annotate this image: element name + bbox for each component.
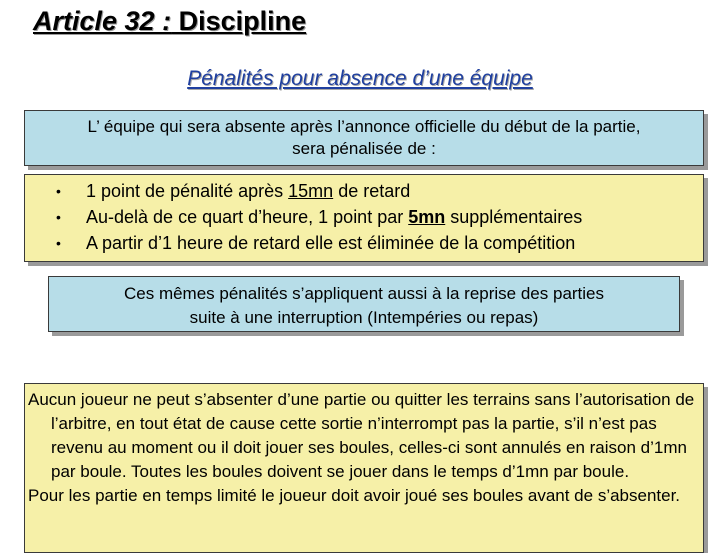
- page-subtitle: Pénalités pour absence d’une équipe: [187, 67, 533, 90]
- intro-box: [24, 110, 704, 166]
- penalty-rules-list: [25, 178, 703, 256]
- bullet-icon: •: [56, 209, 61, 225]
- rule-text: A partir d’1 heure de retard elle est éliminée de la compétition: [86, 233, 576, 253]
- intro-line-2: sera pénalisée de :: [292, 139, 436, 158]
- rule-highlight: 5mn: [408, 207, 446, 227]
- title-prefix: Article 32 :: [33, 6, 172, 36]
- rule-text-after: supplémentaires: [445, 207, 583, 227]
- rule-item-2: [56, 204, 703, 230]
- rule-text: 1 point de pénalité après: [86, 181, 289, 201]
- repeat-penalties-box: [48, 276, 680, 332]
- repeat-line-1: Ces mêmes pénalités s’appliquent aussi à la reprise des parties: [123, 284, 605, 303]
- penalty-rules-box: [24, 174, 704, 262]
- bullet-icon: •: [56, 183, 61, 199]
- repeat-line-2: suite à une interruption (Intempéries ou repas): [189, 308, 539, 327]
- rule-text: Au-delà de ce quart d’heure, 1 point par: [86, 207, 409, 227]
- intro-line-1: L’ équipe qui sera absente après l’annonce officielle du début de la partie,: [87, 117, 641, 136]
- bullet-icon: •: [56, 235, 61, 251]
- absence-paragraph-1: Aucun joueur ne peut s’absenter d’une partie ou quitter les terrains sans l’autorisation de l’arbitre, en tout état de cause cette sortie n’interrompt pas la partie, s’il n’est pas revenu au moment ou il doit jouer ses boules, celles-ci sont annulés en raison d’1mn par boule. Toutes les boules doivent se jouer dans le temps d’1mn par boule.: [28, 390, 695, 481]
- rule-highlight: 15mn: [288, 181, 334, 201]
- title-rest: Discipline: [171, 6, 307, 36]
- absence-paragraph-2: Pour les partie en temps limité le joueur doit avoir joué ses boules avant de s’absenter.: [28, 486, 681, 505]
- rule-item-1: [56, 178, 703, 204]
- rule-text-after: de retard: [333, 181, 411, 201]
- rule-item-3: [56, 230, 703, 256]
- absence-rules-box: [24, 383, 704, 553]
- page-title: [33, 6, 306, 37]
